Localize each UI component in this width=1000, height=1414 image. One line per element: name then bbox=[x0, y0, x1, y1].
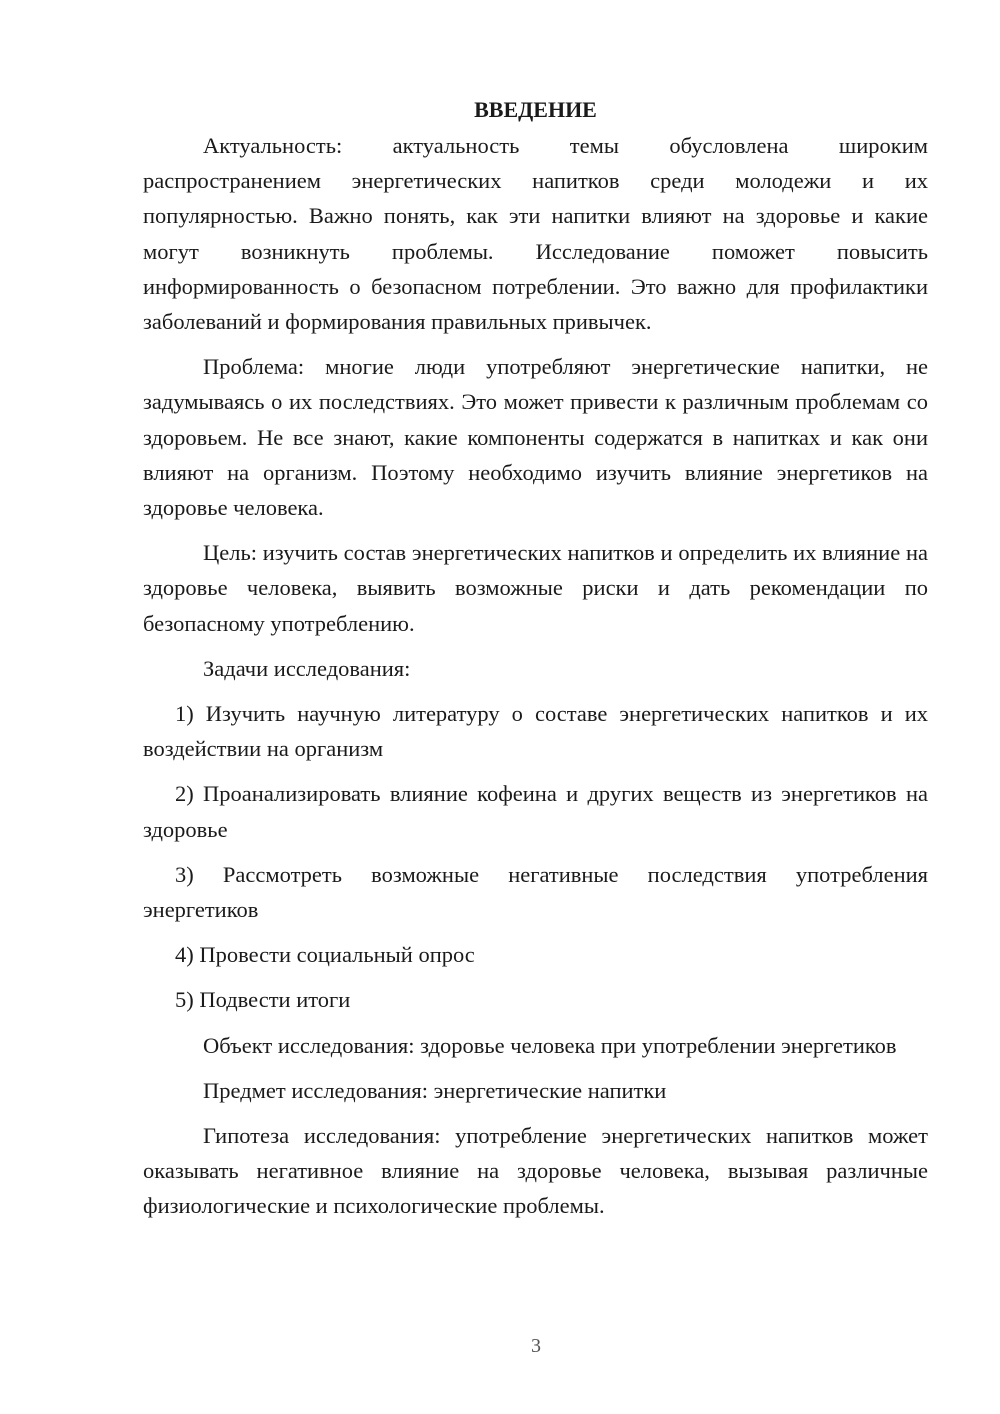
task-item-5: 5) Подвести итоги bbox=[175, 987, 351, 1013]
section-title: ВВЕДЕНИЕ bbox=[474, 97, 597, 122]
tasks-heading: Задачи исследования: bbox=[203, 655, 411, 681]
relevance-paragraph: Актуальность: актуальность темы обусловлена широким распространением энергетических напитков среди молодежи и их популярностью. Важно понять, как эти напитки влияют на здоровье и какие могут возникнуть проблемы. Исследование поможет повысить информированность о безопасном потреблении. Это важно для профилактики заболеваний и формирования правильных привычек. bbox=[143, 133, 928, 335]
subject-paragraph: Предмет исследования: энергетические напитки bbox=[203, 1077, 667, 1103]
task-item-2: 2) Проанализировать влияние кофеина и других веществ из энергетиков на здоровье bbox=[143, 781, 928, 842]
task-item-3: 3) Рассмотреть возможные негативные последствия употребления энергетиков bbox=[143, 861, 928, 923]
object-paragraph: Объект исследования: здоровье человека при употреблении энергетиков bbox=[203, 1032, 897, 1058]
goal-paragraph: Цель: изучить состав энергетических напитков и определить их влияние на здоровье человека, выявить возможные риски и дать рекомендации по безопасному употреблению. bbox=[143, 540, 928, 636]
page-content bbox=[143, 92, 928, 1234]
task-item-1: 1) Изучить научную литературу о составе энергетических напитков и их воздействии на организм bbox=[143, 701, 928, 762]
page-number: 3 bbox=[531, 1335, 541, 1357]
problem-paragraph: Проблема: многие люди употребляют энергетические напитки, не задумываясь о их последствиях. Это может привести к различным проблемам со здоровьем. Не все знают, какие компоненты содержатся в напитках и как они влияют на организм. Поэтому необходимо изучить влияние энергетиков на здоровье человека. bbox=[143, 354, 928, 521]
task-item-4: 4) Провести социальный опрос bbox=[175, 942, 475, 968]
hypothesis-paragraph: Гипотеза исследования: употребление энергетических напитков может оказывать негативное влияние на здоровье человека, вызывая различные физиологические и психологические проблемы. bbox=[143, 1123, 928, 1219]
tasks-list bbox=[143, 696, 928, 1018]
